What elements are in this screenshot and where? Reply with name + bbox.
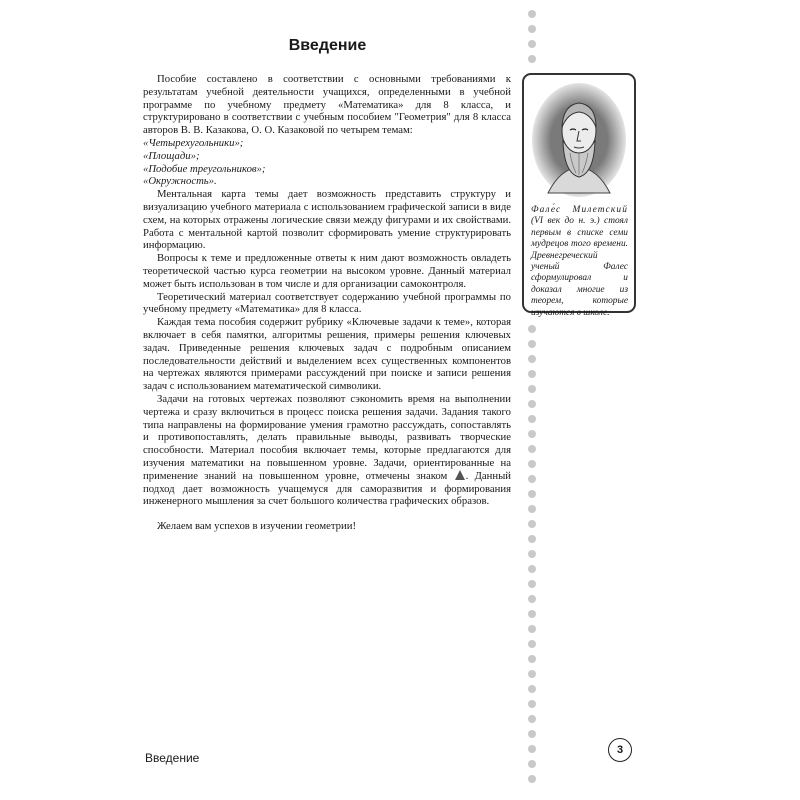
thales-portrait [530, 81, 628, 199]
topic-item: «Окружность». [143, 175, 217, 188]
binder-dot [528, 520, 536, 528]
paragraph-theory: Теоретический материал соответствует содержанию учебной программы по учебному предмету «Математика» для 8 класса. [143, 290, 511, 316]
footer-section-label: Введение [145, 751, 200, 765]
binder-dot [528, 610, 536, 618]
paragraph-drawings-tail: . Данный подход дает возможность учащемуся для саморазвития и формирования инженерного мышления за счет большого количества графических образов. [143, 469, 512, 508]
topic-item: «Четырехугольники»; [143, 136, 244, 149]
binder-dot [528, 625, 536, 633]
binder-dot [528, 355, 536, 363]
binder-dot [528, 595, 536, 603]
binder-dot [528, 460, 536, 468]
binder-dot [528, 730, 536, 738]
binder-dot [528, 40, 536, 48]
thales-name: Фале́с Милетский [531, 205, 628, 215]
binder-dot [528, 760, 536, 768]
binder-dot [528, 655, 536, 663]
binder-dot [528, 580, 536, 588]
binder-dot [528, 385, 536, 393]
paragraph-questions: Вопросы к теме и предложенные ответы к ним дают возможность овладеть теоретической частью курса геометрии на высоком уровне. Данный материал может быть использован в том числе и для организации самоконтроля. [143, 252, 511, 290]
binder-dot [528, 25, 536, 33]
binder-dot [528, 685, 536, 693]
binder-dot [528, 535, 536, 543]
binder-dot [528, 325, 536, 333]
body-text [143, 73, 511, 533]
binder-dot [528, 565, 536, 573]
binder-dot [528, 745, 536, 753]
binder-dot [528, 55, 536, 63]
binder-dot [528, 445, 536, 453]
binder-dot [528, 640, 536, 648]
binder-dot [528, 400, 536, 408]
binder-dot [528, 775, 536, 783]
paragraph-intro: Пособие составлено в соответствии с основными требованиями к результатам учебной деятельности учащихся, определенными в учебной программе по учебному предмету «Математика» для 8 класса, и структурировано в соответствии с учебным пособием "Геометрия" для 8 класса авторов В. В. Казакова, О. О. Казаковой по четырем темам: [143, 73, 511, 137]
paragraph-wishes: Желаем вам успехов в изучении геометрии! [157, 520, 357, 533]
page-title: Введение [288, 37, 367, 54]
binder-dot [528, 415, 536, 423]
thales-caption [531, 205, 628, 319]
binder-dot [528, 550, 536, 558]
binder-dot [528, 430, 536, 438]
page-number: 3 [608, 738, 632, 762]
thales-sidebar [522, 73, 636, 318]
paragraph-mental-map: Ментальная карта темы дает возможность представить структуру и визуализацию учебного материала с использованием графической записи в виде схем, на которых отражены логические связи между фигурами и их свойствами. Работа с ментальной картой позволит сформировать умение структурировать информацию. [143, 188, 511, 252]
binder-dot [528, 10, 536, 18]
binder-dot [528, 490, 536, 498]
topic-item: «Подобие треугольников»; [143, 162, 266, 175]
binder-dot [528, 475, 536, 483]
paragraph-drawings-text: Задачи на готовых чертежах позволяют сэкономить время на выполнении чертежа и сразу включиться в процесс поиска решения задачи. Задания такого типа направлены на формирование умения грамотно рассуждать, сопоставлять и противопоставлять, делать правильные выводы, развивать творческие способности. Материал пособия включает темы, которые предлагаются для изучения математики на повышенном уровне. Задачи, ориентированные на применение знаний на повышенном уровне, отмечены знаком [143, 392, 511, 482]
up-arrow-icon [455, 470, 465, 480]
binder-dot [528, 370, 536, 378]
binder-dot [528, 505, 536, 513]
binder-dot [528, 340, 536, 348]
binder-dot [528, 700, 536, 708]
binder-dot [528, 715, 536, 723]
binder-dot [528, 670, 536, 678]
paragraph-drawings [143, 393, 511, 508]
topic-item: «Площади»; [143, 149, 200, 162]
paragraph-key-tasks: Каждая тема пособия содержит рубрику «Ключевые задачи к теме», которая включает в себя памятки, алгоритмы решения, примеры решения ключевых задач. Приведенные решения ключевых задач с подробным описанием последовательности действий и выделением всех существенных компонентов на чертежах являются примерами рассуждений при поиске и записи решения задач с использованием математической символики. [143, 316, 511, 393]
thales-description: (VI век до н. э.) стоял первым в списке семи мудрецов того времени. Древнегреческий ученый Фалес сформулировал и доказал многие из теорем, которые изучаются в школе. [531, 216, 628, 318]
